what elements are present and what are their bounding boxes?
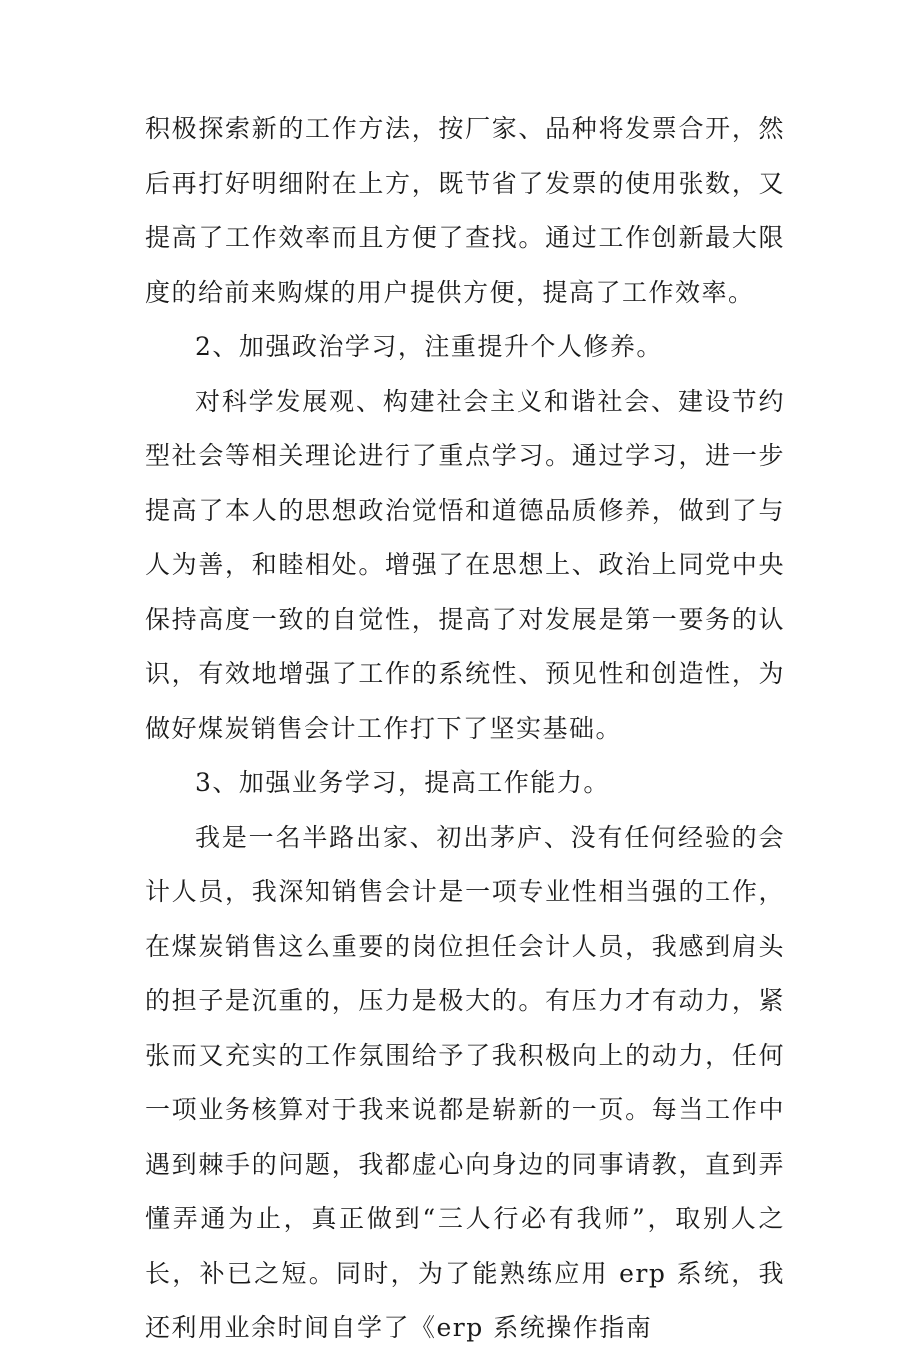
section-heading-political-study: 2、加强政治学习，注重提升个人修养。	[195, 332, 663, 361]
paragraph-continuation: 积极探索新的工作方法，按厂家、品种将发票合开，然后再打好明细附在上方，既节省了发票的使用张数，又提高了工作效率而且方便了查找。通过工作创新最大限度的给前来购煤的用户提供方便，提高了工作效率。	[145, 114, 785, 307]
section-heading-business-study: 3、加强业务学习，提高工作能力。	[195, 768, 610, 797]
paragraph-political-study: 对科学发展观、构建社会主义和谐社会、建设节约型社会等相关理论进行了重点学习。通过学习，进一步提高了本人的思想政治觉悟和道德品质修养，做到了与人为善，和睦相处。增强了在思想上、政治上同党中央保持高度一致的自觉性，提高了对发展是第一要务的认识，有效地增强了工作的系统性、预见性和创造性，为做好煤炭销售会计工作打下了坚实基础。	[145, 386, 785, 743]
document-body	[145, 102, 785, 1356]
paragraph-business-study: 我是一名半路出家、初出茅庐、没有任何经验的会计人员，我深知销售会计是一项专业性相当强的工作，在煤炭销售这么重要的岗位担任会计人员，我感到肩头的担子是沉重的，压力是极大的。有压力才有动力，紧张而又充实的工作氛围给予了我积极向上的动力，任何一项业务核算对于我来说都是崭新的一页。每当工作中遇到棘手的问题，我都虚心向身边的同事请教，直到弄懂弄通为止，真正做到“三人行必有我师”，取别人之长，补已之短。同时，为了能熟练应用 erp 系统，我还利用业余时间自学了《erp 系统操作指南	[145, 822, 785, 1342]
